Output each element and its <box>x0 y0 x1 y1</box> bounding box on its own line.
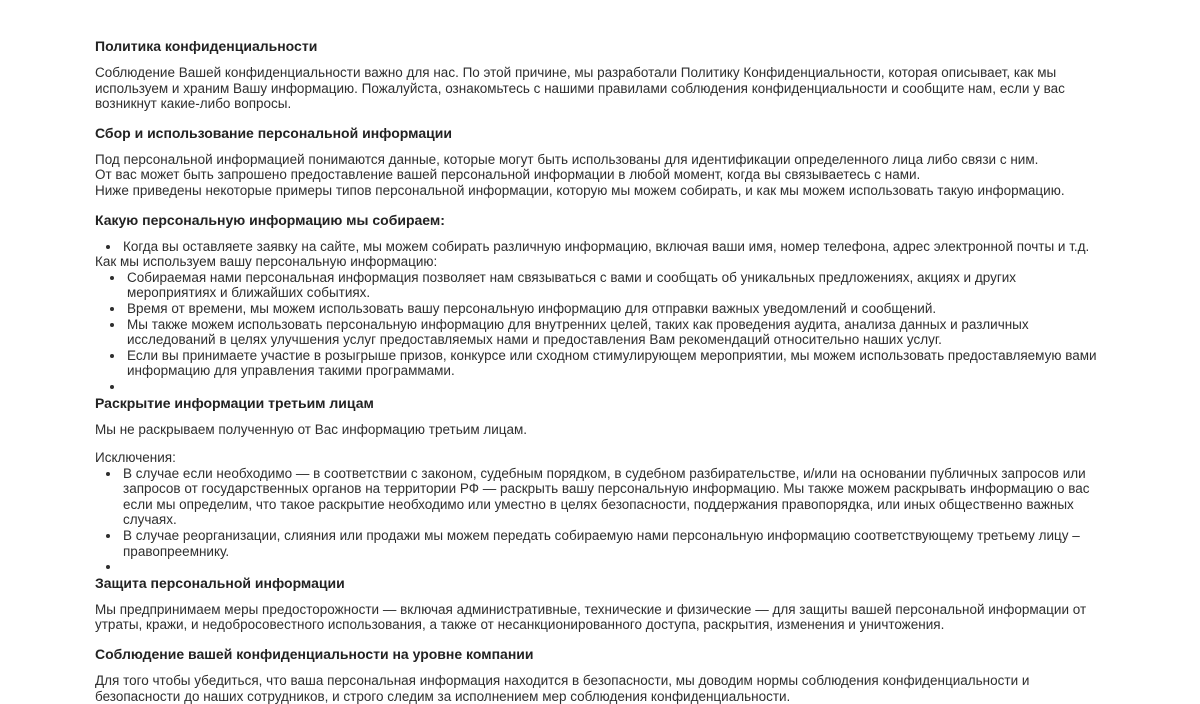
collection-paragraph <box>95 152 1105 199</box>
usage-label: Как мы используем вашу персональную информацию: <box>95 254 438 270</box>
list-item: • Если вы принимаете участие в розыгрыше призов, конкурсе или сходном стимулирующем мероприятии, мы можем использовать предоставляемую вами информацию для управления такими программами. <box>125 348 1105 379</box>
usage-list <box>95 270 1105 395</box>
protection-paragraph: Мы предпринимаем меры предосторожности — включая административные, технические и физические — для защиты вашей персональной информации от утраты, кражи, и недобросовестного использования, а также от несанкционированного доступа, раскрытия, изменения и уничтожения. <box>95 601 1087 633</box>
list-item: • Собираемая нами персональная информация позволяет нам связываться с вами и сообщать об уникальных предложениях, акциях и других мероприятиях и ближайших событиях. <box>125 270 1105 301</box>
section-heading-disclosure: Раскрытие информации третьим лицам <box>95 394 374 411</box>
intro-paragraph: Соблюдение Вашей конфиденциальности важно для нас. По этой причине, мы разработали Политику Конфиденциальности, которая описывает, как мы используем и храним Вашу информацию. Пожалуйста, ознакомьтесь с нашими правилами соблюдения конфиденциальности и сообщите нам, если у вас возникнут какие-либо вопросы. <box>95 65 1065 112</box>
list-item: • Когда вы оставляете заявку на сайте, мы можем собирать различную информацию, включая ваши имя, номер телефона, адрес электронной почты и т.д. <box>121 239 1105 255</box>
list-item: • В случае если необходимо — в соответствии с законом, судебным порядком, в судебном разбирательстве, и/или на основании публичных запросов или запросов от государственных органов на территории РФ — раскрыть вашу персональную информацию. Мы также можем раскрывать информацию о вас если мы определим, что такое раскрытие необходимо или уместно в целях безопасности, поддержания правопорядка, или иных общественно важных случаях. <box>121 466 1105 528</box>
list-item-empty <box>125 379 1105 395</box>
section-heading-company: Соблюдение вашей конфиденциальности на уровне компании <box>95 646 534 663</box>
company-paragraph: Для того чтобы убедиться, что ваша персональная информация находится в безопасности, мы доводим нормы соблюдения конфиденциальности и безопасности до наших сотрудников, и строго следим за исполнением мер соблюдения конфиденциальности. <box>95 673 1030 704</box>
list-item: • Мы также можем использовать персональную информацию для внутренних целей, таких как проведения аудита, анализа данных и различных исследований в целях улучшения услуг предоставляемых нами и предоставления Вам рекомендаций относительно наших услуг. <box>125 317 1105 348</box>
collection-line: Под персональной информацией понимаются данные, которые могут быть использованы для идентификации определенного лица либо связи с ним. <box>95 151 1039 167</box>
section-heading-collection: Сбор и использование персональной информации <box>95 124 452 141</box>
list-item-empty <box>121 559 1105 575</box>
collect-list <box>95 239 1105 255</box>
disclosure-statement: Мы не раскрываем полученную от Вас информацию третьим лицам. <box>95 421 528 437</box>
list-item: • В случае реорганизации, слияния или продажи мы можем передать собираемую нами персональную информацию соответствующему третьему лицу – правопреемнику. <box>121 528 1105 559</box>
exceptions-list <box>95 466 1105 575</box>
page-title: Политика конфиденциальности <box>95 38 318 54</box>
list-item: • Время от времени, мы можем использовать вашу персональную информацию для отправки важных уведомлений и сообщений. <box>125 301 1105 317</box>
collection-line: Ниже приведены некоторые примеры типов персональной информации, которую мы можем собирать, и как мы можем использовать такую информацию. <box>95 182 1065 198</box>
section-heading-what-we-collect: Какую персональную информацию мы собираем: <box>95 211 445 228</box>
collection-line: От вас может быть запрошено предоставление вашей персональной информации в любой момент, когда вы связываетесь с нами. <box>95 167 921 183</box>
exceptions-label: Исключения: <box>95 450 176 466</box>
section-heading-protection: Защита персональной информации <box>95 574 345 591</box>
